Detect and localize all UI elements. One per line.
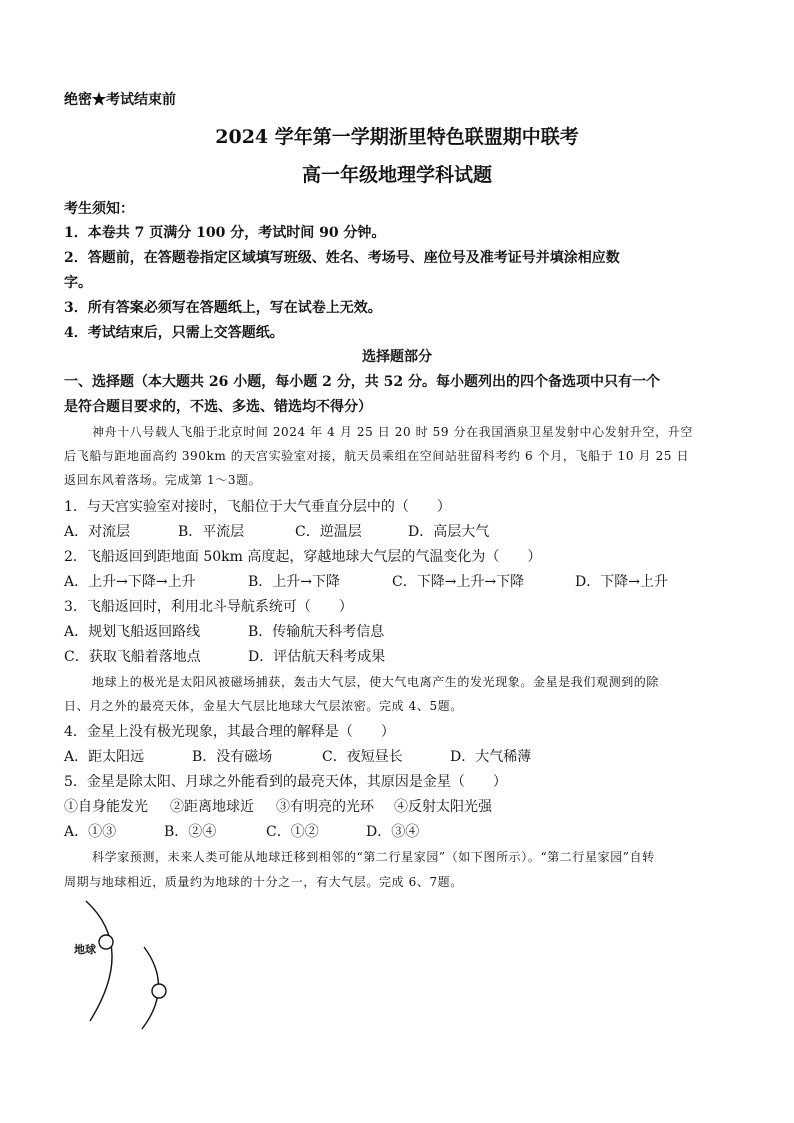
- option: C．下降→上升→下降: [392, 574, 525, 590]
- choice-item: ④反射太阳光强: [394, 799, 492, 815]
- option: D．高层大气: [408, 524, 490, 540]
- option: C．获取飞船着落地点: [64, 649, 201, 665]
- option: B．上升→下降: [248, 574, 341, 590]
- exam-title: 2024 学年第一学期浙里特色联盟期中联考: [215, 126, 579, 148]
- notice-heading: 考生须知：: [64, 201, 134, 217]
- choice-item: ②距离地球近: [170, 799, 254, 815]
- question-stem: 5．金星是除太阳、月球之外能看到的最亮天体，其原因是金星（ ）: [64, 774, 507, 790]
- earth-label: 地球: [74, 943, 96, 956]
- notice-item: 字。: [64, 275, 92, 291]
- option: A．距太阳远: [64, 749, 145, 765]
- option: A．规划飞船返回路线: [64, 624, 201, 640]
- question-stem: 2．飞船返回到距地面 50km 高度起，穿越地球大气层的气温变化为（ ）: [64, 549, 542, 565]
- part-instructions: 是符合题目要求的，不选、多选、错选均不得分）: [64, 399, 372, 415]
- option: A．①③: [64, 824, 117, 840]
- confidential-mark: 绝密★考试结束前: [64, 92, 176, 108]
- section-title: 选择题部分: [362, 349, 432, 365]
- notice-item: 3．所有答案必须写在答题纸上，写在试卷上无效。: [64, 300, 382, 316]
- passage-line: 后飞船与距地面高约 390km 的天宫实验室对接，航天员乘组在空间站驻留科考约 6 个月，飞船于 10 月 25 日: [64, 449, 690, 463]
- notice-item: 2．答题前，在答题卷指定区域填写班级、姓名、考场号、座位号及准考证号并填涂相应数: [64, 250, 620, 266]
- option: C．①②: [266, 824, 319, 840]
- orbit-diagram: [64, 895, 204, 1035]
- option: C．逆温层: [295, 524, 362, 540]
- option: B．②④: [164, 824, 217, 840]
- choice-item: ①自身能发光: [64, 799, 148, 815]
- question-stem: 1．与天宫实验室对接时，飞船位于大气垂直分层中的（ ）: [64, 499, 451, 515]
- choice-item: ③有明亮的光环: [276, 799, 374, 815]
- passage-line: 周期与地球相近，质量约为地球的十分之一，有大气层。完成 6、7题。: [64, 875, 463, 889]
- passage-line: 神舟十八号载人飞船于北京时间 2024 年 4 月 25 日 20 时 59 分在我国酒泉卫星发射中心发射升空，升空: [92, 425, 693, 439]
- notice-item: 1．本卷共 7 页满分 100 分，考试时间 90 分钟。: [64, 225, 386, 241]
- option: D．③④: [366, 824, 420, 840]
- passage-line: 科学家预测，未来人类可能从地球迁移到相邻的“第二行星家园”（如下图所示）。“第二行星家园”自转: [92, 850, 655, 864]
- passage-line: 地球上的极光是太阳风被磁场捕获，轰击大气层，使大气电离产生的发光现象。金星是我们观测到的除: [92, 675, 660, 689]
- option: C．夜短昼长: [322, 749, 403, 765]
- option: B．没有磁场: [192, 749, 273, 765]
- option: A．上升→下降→上升: [64, 574, 196, 590]
- passage-line: 返回东风着落场。完成第 1～3题。: [64, 473, 262, 487]
- exam-subtitle: 高一年级地理学科试题: [301, 164, 492, 186]
- part-instructions: 一、选择题（本大题共 26 小题，每小题 2 分，共 52 分。每小题列出的四个备选项中只有一个: [64, 374, 660, 390]
- earth-orbit: [86, 901, 112, 1021]
- option: B．平流层: [178, 524, 245, 540]
- planet-circle: [152, 984, 166, 998]
- option: A．对流层: [64, 524, 131, 540]
- question-stem: 4．金星上没有极光现象，其最合理的解释是（ ）: [64, 724, 395, 740]
- option: D．大气稀薄: [450, 749, 532, 765]
- option: D．评估航天科考成果: [248, 649, 386, 665]
- option: D．下降→上升: [575, 574, 668, 590]
- passage-line: 日、月之外的最亮天体，金星大气层比地球大气层浓密。完成 4、5题。: [64, 699, 463, 713]
- option: B．传输航天科考信息: [248, 624, 385, 640]
- earth-circle: [99, 935, 113, 949]
- question-stem: 3．飞船返回时，利用北斗导航系统可（ ）: [64, 599, 353, 615]
- notice-item: 4．考试结束后，只需上交答题纸。: [64, 325, 284, 341]
